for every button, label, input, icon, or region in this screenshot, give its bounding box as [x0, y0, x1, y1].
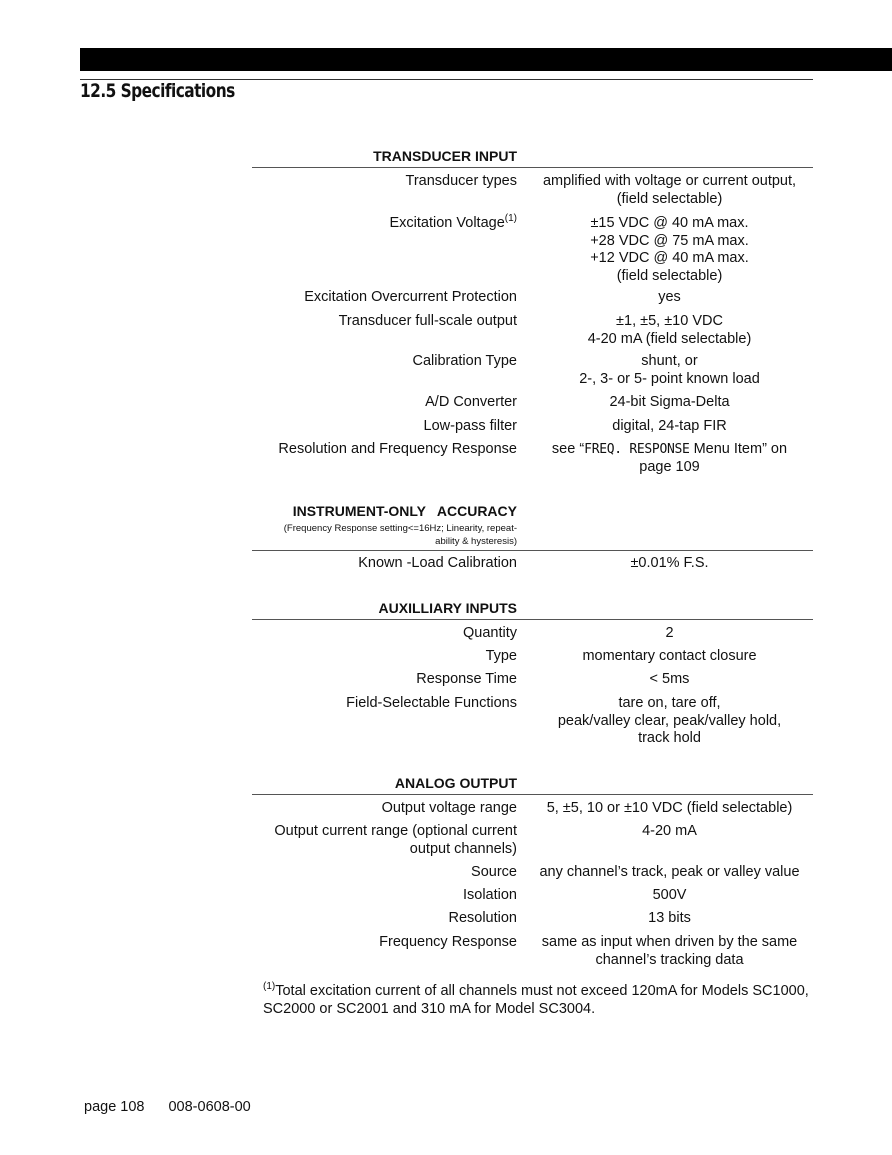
- document-number: 008-0608-00: [168, 1099, 251, 1115]
- spec-value: < 5ms: [649, 671, 690, 687]
- spec-label: Excitation Voltage$^{(1)}$: [389, 213, 517, 231]
- spec-label: Output current range (optional current output channels): [274, 823, 517, 857]
- spec-group-title: TRANSDUCER INPUT: [373, 148, 517, 164]
- spec-value: shunt, or 2-, 3- or 5- point known load: [579, 353, 760, 387]
- spec-value: ±0.01% F.S.: [630, 555, 709, 571]
- spec-group-note: (Frequency Response setting<=16Hz; Linearity, repeat- ability & hysteresis): [283, 523, 517, 547]
- spec-value: see “FREQ. RESPONSE Menu Item” on page 109: [551, 441, 788, 475]
- spec-label: Resolution and Frequency Response: [278, 441, 517, 457]
- spec-label: Calibration Type: [412, 353, 517, 369]
- section-title: 12.5 Specifications: [80, 80, 235, 102]
- spec-value: ±1, ±5, ±10 VDC 4-20 mA (field selectable): [587, 313, 752, 347]
- spec-label: Low-pass filter: [423, 418, 517, 434]
- spec-value: yes: [658, 289, 681, 305]
- spec-value: 500V: [652, 887, 687, 903]
- spec-group: [252, 600, 813, 620]
- spec-group: [252, 148, 813, 168]
- spec-label: Output voltage range: [381, 800, 517, 816]
- spec-value: 4-20 mA: [642, 823, 697, 839]
- spec-label: Isolation: [462, 887, 517, 903]
- spec-value: 13 bits: [648, 910, 691, 926]
- page-number: page 108: [84, 1099, 145, 1115]
- footnote: [263, 982, 823, 1018]
- spec-group-title: INSTRUMENT-ONLY ACCURACY: [292, 503, 517, 519]
- spec-label: A/D Converter: [425, 394, 517, 410]
- spec-value: same as input when driven by the same channel’s tracking data: [541, 934, 798, 968]
- spec-value: digital, 24-tap FIR: [612, 418, 727, 434]
- spec-label: Type: [485, 648, 517, 664]
- spec-label: Frequency Response: [379, 934, 517, 950]
- spec-label: Response Time: [416, 671, 517, 687]
- spec-label: Known -Load Calibration: [358, 555, 517, 571]
- spec-value: any channel’s track, peak or valley value: [539, 864, 800, 880]
- spec-group-title: AUXILLIARY INPUTS: [378, 600, 517, 616]
- spec-group: [252, 775, 813, 795]
- spec-group: [252, 503, 813, 551]
- spec-label: Transducer full-scale output: [338, 313, 517, 329]
- header-bar: [80, 48, 892, 71]
- spec-group-header: [252, 600, 813, 620]
- spec-label: Excitation Overcurrent Protection: [304, 289, 517, 305]
- spec-value: 24-bit Sigma-Delta: [609, 394, 730, 410]
- spec-group-header: [252, 148, 813, 168]
- page-footer: [84, 1099, 251, 1115]
- spec-value: ±15 VDC @ 40 mA max. +28 VDC @ 75 mA max. +12 VDC @ 40 mA max. (field selectable): [590, 215, 749, 284]
- spec-label: Field-Selectable Functions: [346, 695, 517, 711]
- spec-label: Source: [471, 864, 517, 880]
- spec-value: 2: [665, 625, 674, 641]
- spec-label: Transducer types: [405, 173, 517, 189]
- spec-value: tare on, tare off, peak/valley clear, peak/valley hold, track hold: [557, 695, 782, 746]
- spec-label: Resolution: [448, 910, 517, 926]
- spec-group-title: ANALOG OUTPUT: [394, 775, 517, 791]
- spec-group-header: [252, 775, 813, 795]
- footnote-marker: (1): [263, 981, 276, 993]
- spec-value: momentary contact closure: [582, 648, 757, 664]
- spec-label: Quantity: [463, 625, 517, 641]
- spec-group-header: [252, 503, 813, 551]
- footnote-text: Total excitation current of all channels must not exceed 120mA for Models SC1000, SC2000 or SC2001 and 310 mA for Model SC3004.: [263, 983, 809, 1017]
- footnote-reference: (1): [504, 213, 517, 225]
- spec-value: 5, ±5, 10 or ±10 VDC (field selectable): [546, 800, 793, 816]
- menu-item-code: FREQ. RESPONSE: [584, 442, 690, 457]
- spec-value: amplified with voltage or current output, (field selectable): [542, 173, 797, 207]
